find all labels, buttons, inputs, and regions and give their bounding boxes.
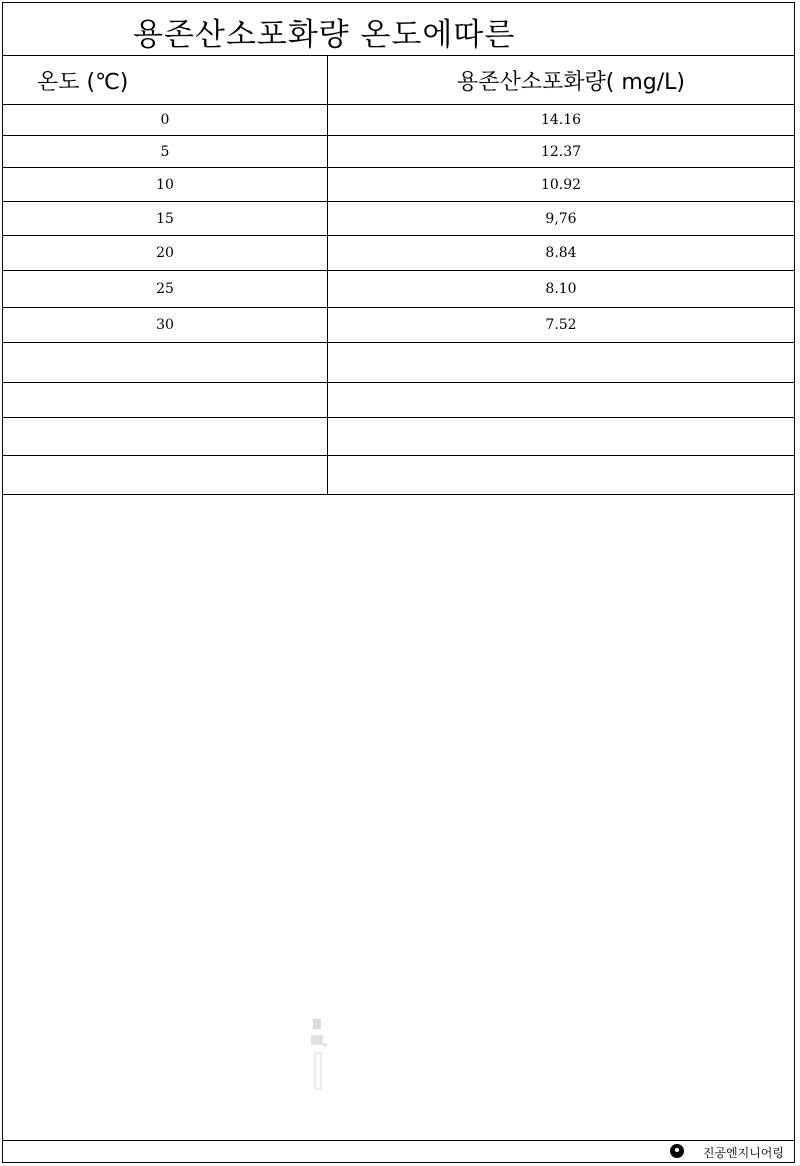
saturation-cell: 12.37 [328, 136, 795, 168]
table-row [3, 236, 794, 271]
table-row [3, 308, 794, 343]
column-header-saturation: 용존산소포화량( mg/L) [328, 56, 795, 105]
faint-mark-image [301, 1013, 335, 1091]
saturation-cell [328, 343, 795, 383]
temperature-cell: 0 [3, 105, 328, 136]
temperature-cell: 20 [3, 236, 328, 271]
page-title: 용존산소포화량 온도에따른 [133, 17, 516, 53]
temperature-cell: 10 [3, 168, 328, 202]
table-row [3, 105, 794, 136]
saturation-cell [328, 383, 795, 418]
saturation-cell [328, 456, 795, 495]
table-row [3, 418, 794, 456]
saturation-cell [328, 418, 795, 456]
column-header-temperature: 온도 (℃) [3, 56, 328, 105]
saturation-cell: 7.52 [328, 308, 795, 343]
saturation-cell: 9,76 [328, 202, 795, 236]
company-name: 진공엔지니어링 [702, 1146, 784, 1160]
table-row [3, 136, 794, 168]
table-row [3, 168, 794, 202]
saturation-cell: 10.92 [328, 168, 795, 202]
temperature-cell: 25 [3, 271, 328, 308]
saturation-cell: 8.84 [328, 236, 795, 271]
temperature-cell: 5 [3, 136, 328, 168]
temperature-cell [3, 343, 328, 383]
temperature-cell [3, 383, 328, 418]
temperature-cell [3, 456, 328, 495]
table-header-row [3, 56, 794, 105]
circle-logo-icon [670, 1144, 684, 1158]
table-row [3, 271, 794, 308]
temperature-cell: 30 [3, 308, 328, 343]
table-row [3, 456, 794, 495]
footer [3, 1140, 794, 1162]
table-row [3, 343, 794, 383]
data-table [3, 56, 794, 495]
saturation-cell: 8.10 [328, 271, 795, 308]
table-row [3, 202, 794, 236]
title-bar [3, 3, 794, 56]
table-row [3, 383, 794, 418]
document-sheet [2, 2, 795, 1163]
temperature-cell [3, 418, 328, 456]
saturation-cell: 14.16 [328, 105, 795, 136]
temperature-cell: 15 [3, 202, 328, 236]
